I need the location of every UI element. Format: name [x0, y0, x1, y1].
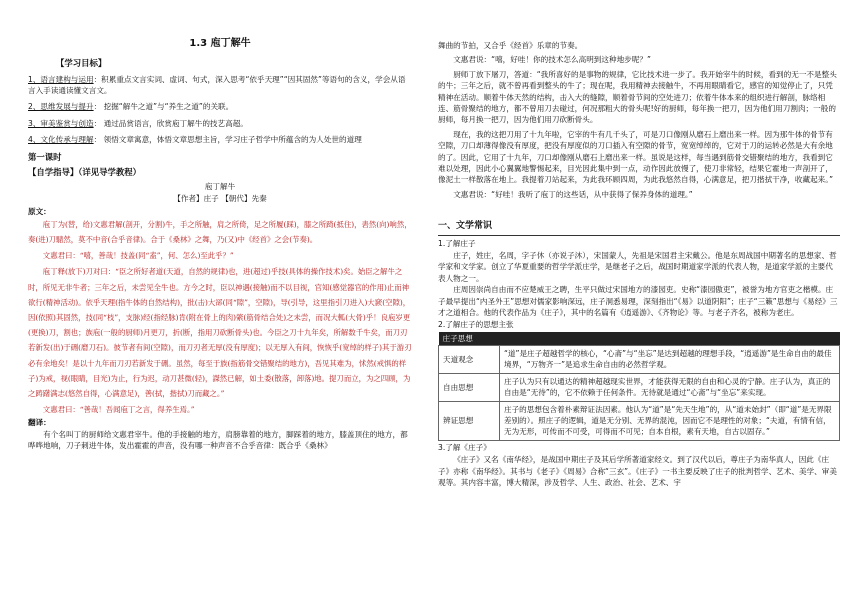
- table-row-text: “道”是庄子超越哲学的核心，“心斋”与“坐忘”是达到超越的理想手段，“逍遥游”是生命自由的最佳境界，“万物齐一”是追求生命自由的必然哲学观。: [500, 346, 840, 374]
- left-column: [28, 36, 412, 451]
- table-row-text: 庄子的思想包含着朴素辩证法因素。他认为“道”是“先天生地”的，从“道未始封”（即“道”是无界限差别的）。照庄子的逻辑，道是无分别、无界的混沌，因而它不是理性的对象；“夫道，有情有信，无为无形，可传而不可受，可得而不可见；自本自根，素有天地，自古以固存。”: [500, 401, 840, 440]
- original-paragraph: 文惠君曰：“善哉！吾闻庖丁之言，得养生焉。”: [42, 405, 195, 415]
- original-label: 原文：: [28, 206, 51, 216]
- objective-item: [28, 134, 412, 145]
- table-row: [439, 401, 840, 440]
- section-divider: [438, 235, 840, 236]
- objective-tag: 2、思维发展与提升: [28, 102, 94, 112]
- translation-continued: [438, 40, 840, 200]
- table-row-key: 天道观念: [439, 346, 500, 374]
- original-paragraph: 庖丁为(替，给)文惠君解(剖开，分割)牛，手之所触，肩之所倚，足之所履(踩)，膝之所踦(抵住)，砉然(向)响然，奏(进)刀騞然，莫不中音(合乎音律)。合于《桑林》之舞，乃(又)中《经首》之会(节奏)。: [28, 219, 412, 245]
- annotated-original-text: [28, 217, 412, 417]
- bio-paragraph: 庄子，姓庄，名周，字子休（亦说子沐），宋国蒙人，先祖是宋国君主宋戴公。他是东周战国中期著名的思想家、哲学家和文学家。创立了华夏重要的哲学学派庄学，是继老子之后，战国时期道家学派的代表人物，是道家学派的主要代表人物之一。: [438, 250, 837, 283]
- section-heading: 一、文学常识: [438, 221, 493, 232]
- objective-text: ： 领悟文章寓意，体悟文章思想主旨，学习庄子哲学中所蕴含的为人处世的道理: [93, 135, 362, 145]
- objective-tag: 4、文化传承与理解: [28, 135, 94, 145]
- table-row-key: 辨证思想: [439, 401, 500, 440]
- translation-block: [28, 429, 412, 452]
- table-row-key: 自由思想: [439, 373, 500, 401]
- bio-paragraph: 庄周因崇尚自由而不应楚威王之聘，生平只做过宋国地方的漆园吏。史称“漆园傲吏”，被誉为地方官吏之楷模。庄子最早提出“内圣外王”思想对儒家影响深远，庄子洞悉易理，深刻指出“《易》以道阴阳”；庄子“三籁”思想与《易经》三才之道相合。他的代表作品为《庄子》，其中的名篇有《逍遥游》、《齐物论》等。与老子齐名，被称为老庄。: [438, 285, 838, 317]
- author-line: 【作者】庄子 【朝代】先秦: [173, 194, 267, 204]
- objective-tag: 1、语言建构与运用: [28, 74, 94, 84]
- original-paragraph: 庖丁释(放下)刀对曰：“臣之所好者道(天道，自然的规律)也，进(超过)乎技(具体的操作技术)矣。始臣之解牛之时，所见无非牛者；三年之后，未尝见全牛也。方今之时，臣以神遇(接触)而不以目视，官知(感觉器官的作用)止而神欲行(精神活动)。依乎天理(指牛体的自然结构)，批(击)大郤(同“隙”，空隙)，导(引导，这里指引刀进入)大窾(空隙)，因(依照)其固然，技(同“枝”，支脉)经(指经脉)肯(附在骨上的肉)綮(筋骨结合处)之未尝，而况大軱(大骨)乎！良庖岁更(更换)刀，割也；族庖(一般的厨师)月更刀，折(断，指用刀砍断骨头)也。今臣之刀十九年矣，所解数千牛矣，而刀刃若新发(出)于硎(磨刀石)。彼节者有间(空隙)，而刀刃者无厚(没有厚度)；以无厚入有间，恢恢乎(宽绰的样子)其于游刃必有余地矣！是以十九年而刀刃若新发于硎。虽然，每至于族(指筋骨交错聚结的地方)，吾见其难为，怵然(戒惧的样子)为戒，视(眼睛，目光)为止，行为迟，动刀甚微(轻)，謋然已解，如土委(散落，卸落)地。提刀而立，为之四顾，为之踌躇满志(悠然自得，心满意足)，善(拭，揩拭)刀而藏之。”: [28, 267, 412, 398]
- table-header: 庄子思想: [439, 332, 840, 346]
- book-intro: [438, 454, 840, 488]
- objective-text: ： 通过品赏语言，欣赏庖丁解牛的技艺高超。: [93, 118, 248, 128]
- right-column: [438, 40, 840, 488]
- translation-paragraph: 文惠君说：“嘻，好哇！你的技术怎么高明到这种地步呢？”: [453, 55, 651, 65]
- subheading-zhuangzi: 1.了解庄子: [438, 238, 476, 248]
- text-title: 庖丁解牛: [204, 181, 236, 191]
- objective-text: ：积累重点文言实词、虚词、句式，深入思考“依乎天理”“因其固然”等语句的含义，学会从语言入手读通读懂文言文。: [28, 74, 406, 95]
- original-paragraph: 文惠君曰：“嘻，善哉！技盖(同“盍”，何、怎么)至此乎？”: [42, 251, 234, 261]
- page-title: 1.3 庖丁解牛: [189, 38, 251, 49]
- translation-paragraph: 有个名叫丁的厨师给文惠君宰牛。他的手接触的地方，肩膀靠着的地方，脚踩着的地方，膝盖顶住的地方，都哗哗地响，刀子刺进牛体，发出霍霍的声音，没有哪一种声音不合乎音律：既合乎《桑林》: [28, 429, 408, 450]
- objective-item: [28, 118, 412, 129]
- subheading-book: 3.了解《庄子》: [438, 442, 491, 452]
- objective-item: [28, 101, 412, 112]
- objective-text: ： 挖掘“解牛之道”与“养生之道”的关联。: [93, 102, 234, 112]
- lesson-label: 第一课时: [28, 151, 62, 162]
- translation-paragraph: 文惠君说：“好哇！我听了庖丁的这些话，从中获得了保养身体的道理。”: [453, 189, 693, 199]
- objectives-heading: 【学习目标】: [56, 58, 107, 68]
- objective-tag: 3、审美鉴赏与创造: [28, 118, 94, 128]
- translation-paragraph: 现在，我的这把刀用了十九年啦，它宰的牛有几千头了，可是刀口像刚从磨石上磨出来一样。因为那牛体的骨节有空隙，刀口却薄得像没有厚度，把没有厚度似的刀口插入有空隙的骨节，宽宽绰绰的，它对于刀的运转必然是大有余地的了。因此，它用了十九年，刀口却像刚从磨石上磨出来一样。虽说是这样，每当遇到筋骨交错聚结的地方，我看到它难以处理，因此小心翼翼地警惕起来，目光因此集中到一点，动作因此放慢了，使刀非常轻，结果它霍地一声剖开了，像泥土一样散落在地上。我提着刀站起来，为此我环顾四周，为此我悠然自得，心满意足，把刀揩拭干净，收藏起来。”: [438, 129, 834, 185]
- table-row: [439, 346, 840, 374]
- translation-label: 翻译：: [28, 418, 51, 428]
- self-study-heading: 【自学指导】（详见导学教程）: [28, 167, 142, 178]
- objectives-list: [28, 74, 412, 146]
- subheading-thought: 2.了解庄子的思想主张: [438, 320, 514, 330]
- objective-item: [28, 74, 412, 97]
- zhuangzi-bio: [438, 250, 840, 318]
- translation-paragraph: 舞曲的节拍，又合乎《经首》乐章的节奏。: [438, 41, 583, 50]
- table-row-text: 庄子认为只有以通达的精神超越现实世界，才能获得无限的自由和心灵的宁静。庄子认为，真正的自由是“无待”的，它不依赖于任何条件。无待就是通过“心斋”与“坐忘”来实现。: [500, 373, 840, 401]
- table-row: [439, 373, 840, 401]
- thought-table: [438, 332, 840, 441]
- book-paragraph: 《庄子》又名《南华经》，是战国中期庄子及其后学所著道家经文。到了汉代以后，尊庄子为南华真人，因此《庄子》亦称《南华经》。其书与《老子》《周易》合称“三玄”。《庄子》一书主要反映了庄子的批判哲学、艺术、美学、审美观等。其内容丰富，博大精深，涉及哲学、人生、政治、社会、艺术、宇: [438, 455, 837, 487]
- translation-paragraph: 厨师丁放下屠刀，答道：“我所喜好的是事物的规律，它比技术进一步了。我开始宰牛的时候，看到的无一不是整头的牛；三年之后，就不曾再看到整头的牛了；现在呢，我用精神去接触牛，不再用眼睛看它，感官的知觉停止了，只凭精神在活动。顺着牛体天然的结构，击入大的缝隙，顺着骨节间的空处进刀；依着牛体本来的组织进行解剖，脉络相连、筋骨聚结的地方，都不曾用刀去碰过，何况那粗大的骨头呢!好的厨师，每年换一把刀，因为他们用刀割肉；一般的厨师，每月换一把刀，因为他们用刀砍断骨头。: [438, 69, 837, 125]
